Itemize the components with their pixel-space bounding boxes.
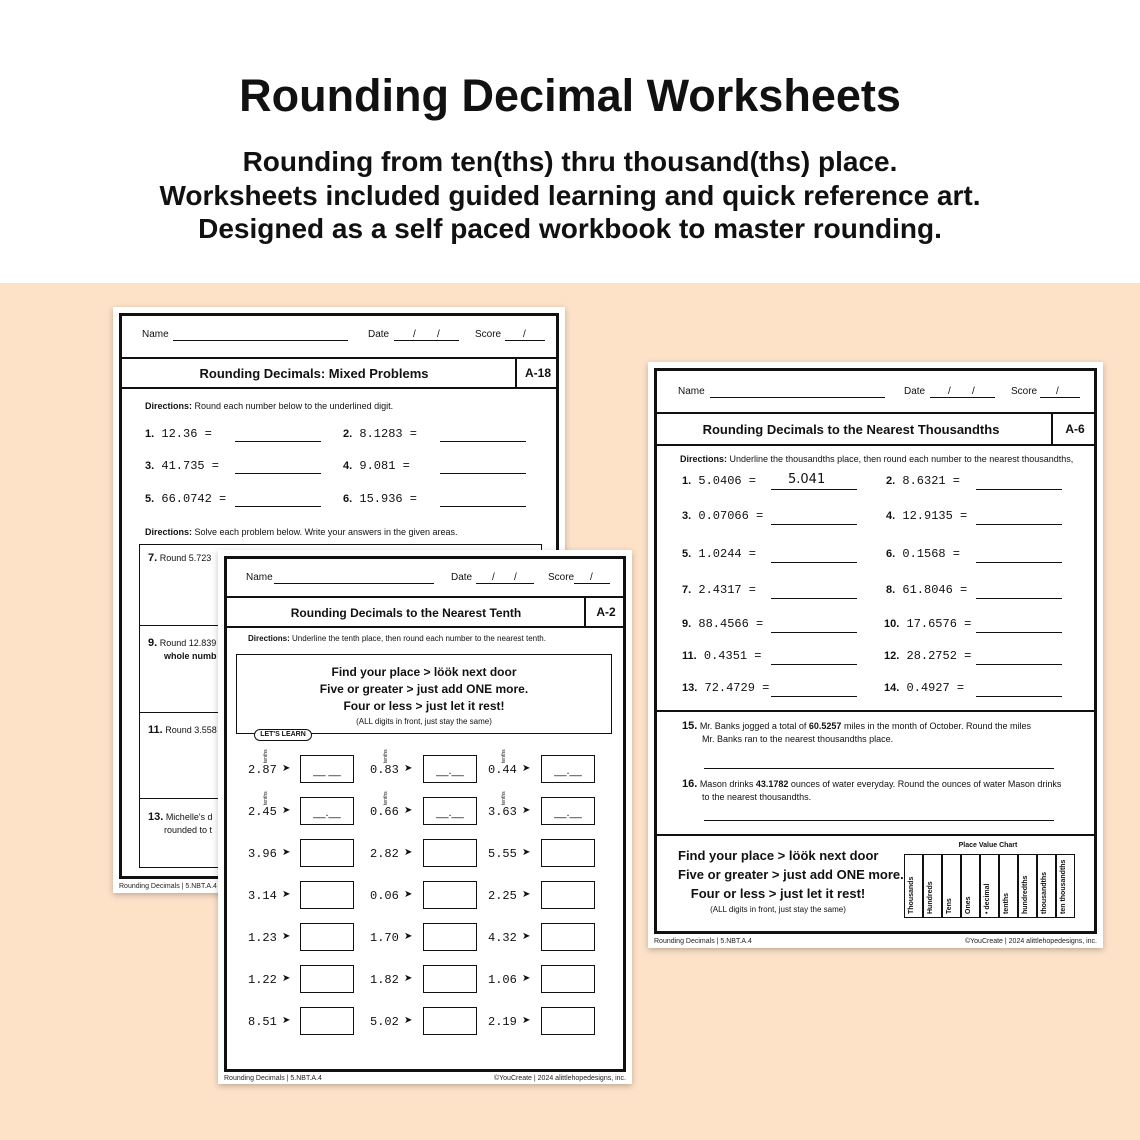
grid-number: 1.82 xyxy=(370,973,399,987)
date-field[interactable] xyxy=(394,340,459,341)
arrow-icon: ➤ xyxy=(282,763,291,774)
score-field[interactable] xyxy=(1040,397,1080,398)
arrow-icon: ➤ xyxy=(282,931,291,942)
grid-number: 0.83 xyxy=(370,763,399,777)
answer-line[interactable] xyxy=(976,696,1062,697)
answer-box[interactable] xyxy=(423,881,477,909)
worksheet-a6 xyxy=(648,362,1103,948)
date-sep: / xyxy=(492,572,495,583)
answer-box[interactable] xyxy=(300,881,354,909)
grid-number: 2.82 xyxy=(370,847,399,861)
pv-label: thousandths xyxy=(1041,872,1048,914)
pv-label: hundredths xyxy=(1022,875,1029,914)
arrow-icon: ➤ xyxy=(282,805,291,816)
answer-box[interactable] xyxy=(423,965,477,993)
answer-box[interactable]: __.__ xyxy=(300,797,354,825)
score-sep: / xyxy=(523,329,526,340)
answer-line[interactable] xyxy=(976,632,1062,633)
answer-box[interactable]: __.__ xyxy=(423,797,477,825)
problem-11: 11. 0.4351 = xyxy=(682,649,762,663)
problem-8: 8. 61.8046 = xyxy=(886,583,968,597)
problem-6: 6. 15.936 = xyxy=(343,492,417,506)
rule-line-3: Four or less > just let it rest! xyxy=(343,699,505,713)
pv-label: Ones xyxy=(965,896,972,914)
problem-2: 2. 8.6321 = xyxy=(886,474,960,488)
answer-box[interactable] xyxy=(423,1007,477,1035)
rule-line-1: Find your place > löök next door xyxy=(678,848,879,863)
word-problem-16: 16. Mason drinks 43.1782 ounces of water everyday. Round the ounces of water Mason drinks to the nearest thousandths. xyxy=(682,778,1062,802)
problem-6: 6. 0.1568 = xyxy=(886,547,960,561)
tenths-tag: tenths xyxy=(383,749,389,763)
grid-number: 2.19 xyxy=(488,1015,517,1029)
header-band xyxy=(0,0,1140,283)
problem-13: 13. 72.4729 = xyxy=(682,681,770,695)
date-sep: / xyxy=(514,572,517,583)
divider xyxy=(654,710,1097,712)
score-label: Score xyxy=(1011,386,1038,397)
arrow-icon: ➤ xyxy=(404,889,413,900)
arrow-icon: ➤ xyxy=(404,805,413,816)
rule-line-2: Five or greater > just add ONE more. xyxy=(678,867,904,882)
grid-number: 0.66 xyxy=(370,805,399,819)
answer-box[interactable] xyxy=(300,965,354,993)
date-label: Date xyxy=(904,386,926,397)
word-problem-13: 13. Michelle's d rounded to t xyxy=(148,811,213,835)
page-title: Rounding Decimal Worksheets xyxy=(239,70,901,121)
rule-note: (ALL digits in front, just stay the same) xyxy=(710,905,846,914)
problem-3: 3. 0.07066 = xyxy=(682,509,764,523)
footer-right: ©YouCreate | 2024 alittlehopedesigns, inc. xyxy=(493,1075,626,1082)
problem-1: 1. 5.0406 = xyxy=(682,474,756,488)
answer-line[interactable] xyxy=(440,506,526,507)
grid-number: 1.22 xyxy=(248,973,277,987)
grid-number: 2.25 xyxy=(488,889,517,903)
worksheet-title: Rounding Decimals: Mixed Problems xyxy=(199,366,429,381)
rule-line-2: Five or greater > just add ONE more. xyxy=(319,682,529,696)
grid-number: 5.55 xyxy=(488,847,517,861)
answer-line[interactable] xyxy=(235,473,321,474)
grid-number: 3.63 xyxy=(488,805,517,819)
score-sep: / xyxy=(1056,386,1059,397)
answer-line[interactable] xyxy=(771,696,857,697)
answer-line[interactable] xyxy=(771,632,857,633)
subtitle-line-2: Worksheets included guided learning and quick reference art. xyxy=(159,180,981,211)
footer-left: Rounding Decimals | 5.NBT.A.4 xyxy=(224,1075,322,1082)
grid-number: 0.44 xyxy=(488,763,517,777)
date-sep: / xyxy=(437,329,440,340)
rule-line-1: Find your place > löök next door xyxy=(331,665,517,679)
arrow-icon: ➤ xyxy=(404,973,413,984)
answer-box[interactable] xyxy=(423,923,477,951)
lets-learn-badge: LET'S LEARN xyxy=(254,729,312,741)
problem-4: 4. 12.9135 = xyxy=(886,509,968,523)
place-value-title: Place Value Chart xyxy=(958,842,1018,849)
pv-label: ten thousandths xyxy=(1060,859,1067,914)
directions: Directions: Round each number below to the underlined digit. xyxy=(145,401,394,411)
worksheet-code: A-6 xyxy=(1051,414,1097,444)
problem-1: 1. 12.36 = xyxy=(145,427,212,441)
word-problem-15: 15. Mr. Banks jogged a total of 60.5257 miles in the month of October. Round the miles Mr. Banks ran to the nearest thousandths place. xyxy=(682,720,1032,744)
directions: Directions: Underline the tenth place, then round each number to the nearest tenth. xyxy=(248,634,546,643)
name-label: Name xyxy=(142,329,169,340)
answer-line[interactable] xyxy=(440,441,526,442)
answer-box[interactable] xyxy=(423,839,477,867)
arrow-icon: ➤ xyxy=(522,931,531,942)
answer-box[interactable] xyxy=(541,923,595,951)
arrow-icon: ➤ xyxy=(522,805,531,816)
tenths-tag: tenths xyxy=(263,749,269,763)
arrow-icon: ➤ xyxy=(282,889,291,900)
arrow-icon: ➤ xyxy=(522,763,531,774)
arrow-icon: ➤ xyxy=(404,1015,413,1026)
grid-number: 2.87 xyxy=(248,763,277,777)
rule-line-3: Four or less > just let it rest! xyxy=(690,886,866,901)
tenths-tag: tenths xyxy=(263,791,269,805)
tenths-tag: tenths xyxy=(383,791,389,805)
answer-line[interactable] xyxy=(235,506,321,507)
name-field[interactable] xyxy=(274,583,434,584)
answer-line[interactable] xyxy=(771,664,857,665)
footer-left: Rounding Decimals | 5.NBT.A.4 xyxy=(654,938,752,945)
answer-box[interactable] xyxy=(300,839,354,867)
tenths-tag: tenths xyxy=(501,749,507,763)
answer-line[interactable] xyxy=(771,562,857,563)
grid-number: 1.06 xyxy=(488,973,517,987)
answer-box[interactable] xyxy=(541,1007,595,1035)
grid-number: 2.45 xyxy=(248,805,277,819)
answer-line[interactable] xyxy=(976,598,1062,599)
grid-number: 1.70 xyxy=(370,931,399,945)
date-label: Date xyxy=(451,572,473,583)
footer-left: Rounding Decimals | 5.NBT.A.4 xyxy=(119,883,217,890)
answer-line[interactable] xyxy=(771,598,857,599)
answer-line[interactable] xyxy=(976,664,1062,665)
problem-4: 4. 9.081 = xyxy=(343,459,410,473)
answer-box[interactable] xyxy=(541,839,595,867)
answer-box[interactable]: __ __ xyxy=(300,755,354,783)
answer-line[interactable] xyxy=(771,489,857,490)
arrow-icon: ➤ xyxy=(282,847,291,858)
answer-box[interactable] xyxy=(300,923,354,951)
problem-14: 14. 0.4927 = xyxy=(884,681,965,695)
subtitle-line-3: Designed as a self paced workbook to master rounding. xyxy=(198,213,942,244)
arrow-icon: ➤ xyxy=(404,931,413,942)
date-sep: / xyxy=(413,329,416,340)
pv-label: Hundreds xyxy=(927,881,934,914)
divider xyxy=(224,626,626,628)
directions: Directions: Underline the thousandths place, then round each number to the nearest thousandths, xyxy=(680,454,1074,464)
divider xyxy=(654,412,1097,414)
answer-line[interactable] xyxy=(976,562,1062,563)
pv-label: tenths xyxy=(1003,893,1010,914)
problem-9: 9. 88.4566 = xyxy=(682,617,764,631)
worksheet-code: A-2 xyxy=(584,598,626,626)
grid-number: 0.06 xyxy=(370,889,399,903)
tenths-tag: tenths xyxy=(501,791,507,805)
subtitle-line-1: Rounding from ten(ths) thru thousand(ths) place. xyxy=(242,146,898,177)
date-sep: / xyxy=(948,386,951,397)
worksheet-a2 xyxy=(218,550,632,1084)
divider xyxy=(654,834,1097,836)
arrow-icon: ➤ xyxy=(522,973,531,984)
divider xyxy=(119,387,559,389)
arrow-icon: ➤ xyxy=(282,1015,291,1026)
date-label: Date xyxy=(368,329,390,340)
arrow-icon: ➤ xyxy=(522,1015,531,1026)
worksheet-code: A-18 xyxy=(515,359,559,387)
grid-number: 1.23 xyxy=(248,931,277,945)
arrow-icon: ➤ xyxy=(404,847,413,858)
divider xyxy=(224,596,626,598)
answer-box[interactable]: __.__ xyxy=(423,755,477,783)
worksheet-title: Rounding Decimals to the Nearest Tenth xyxy=(290,606,522,620)
answer-box[interactable] xyxy=(300,1007,354,1035)
arrow-icon: ➤ xyxy=(522,889,531,900)
word-problem-11: 11. Round 3.558 xyxy=(148,724,217,736)
answer-box[interactable] xyxy=(541,965,595,993)
score-field[interactable] xyxy=(505,340,545,341)
answer-line[interactable] xyxy=(976,489,1062,490)
place-value-chart xyxy=(904,854,1079,918)
answer-line[interactable] xyxy=(704,768,1054,769)
answer-line[interactable] xyxy=(704,820,1054,821)
answer-line[interactable] xyxy=(235,441,321,442)
arrow-icon: ➤ xyxy=(404,763,413,774)
date-field[interactable] xyxy=(476,583,534,584)
score-label: Score xyxy=(548,572,575,583)
name-field[interactable] xyxy=(173,340,348,341)
footer-right: ©YouCreate | 2024 alittlehopedesigns, inc. xyxy=(964,938,1097,945)
answer-line[interactable] xyxy=(771,524,857,525)
grid-number: 8.51 xyxy=(248,1015,277,1029)
grid-number: 3.14 xyxy=(248,889,277,903)
pv-label: Tens xyxy=(946,898,953,914)
name-label: Name xyxy=(246,572,273,583)
problem-7: 7. 2.4317 = xyxy=(682,583,756,597)
score-sep: / xyxy=(590,572,593,583)
answer-value: 5.041 xyxy=(788,472,826,487)
divider xyxy=(119,357,559,359)
problem-3: 3. 41.735 = xyxy=(145,459,219,473)
rule-note: (ALL digits in front, just stay the same) xyxy=(356,717,492,726)
score-label: Score xyxy=(475,329,502,340)
pv-label: Thousands xyxy=(908,876,915,914)
answer-line[interactable] xyxy=(440,473,526,474)
word-problem-7: 7. Round 5.723 xyxy=(148,552,212,564)
name-label: Name xyxy=(678,386,705,397)
problem-2: 2. 8.1283 = xyxy=(343,427,417,441)
name-field[interactable] xyxy=(710,397,885,398)
answer-line[interactable] xyxy=(976,524,1062,525)
problem-5: 5. 66.0742 = xyxy=(145,492,227,506)
arrow-icon: ➤ xyxy=(282,973,291,984)
directions: Directions: Solve each problem below. Write your answers in the given areas. xyxy=(145,527,458,537)
problem-12: 12. 28.2752 = xyxy=(884,649,972,663)
problem-10: 10. 17.6576 = xyxy=(884,617,972,631)
word-problem-9: 9. Round 12.839 whole numb xyxy=(148,637,217,661)
grid-number: 3.96 xyxy=(248,847,277,861)
score-field[interactable] xyxy=(574,583,610,584)
answer-box[interactable]: __.__ xyxy=(541,797,595,825)
worksheet-title: Rounding Decimals to the Nearest Thousandths xyxy=(702,422,1000,437)
answer-box[interactable]: __.__ xyxy=(541,755,595,783)
answer-box[interactable] xyxy=(541,881,595,909)
problem-5: 5. 1.0244 = xyxy=(682,547,756,561)
date-sep: / xyxy=(972,386,975,397)
grid-number: 4.32 xyxy=(488,931,517,945)
date-field[interactable] xyxy=(930,397,995,398)
pv-label: • decimal xyxy=(984,883,991,914)
grid-number: 5.02 xyxy=(370,1015,399,1029)
divider xyxy=(654,444,1097,446)
arrow-icon: ➤ xyxy=(522,847,531,858)
